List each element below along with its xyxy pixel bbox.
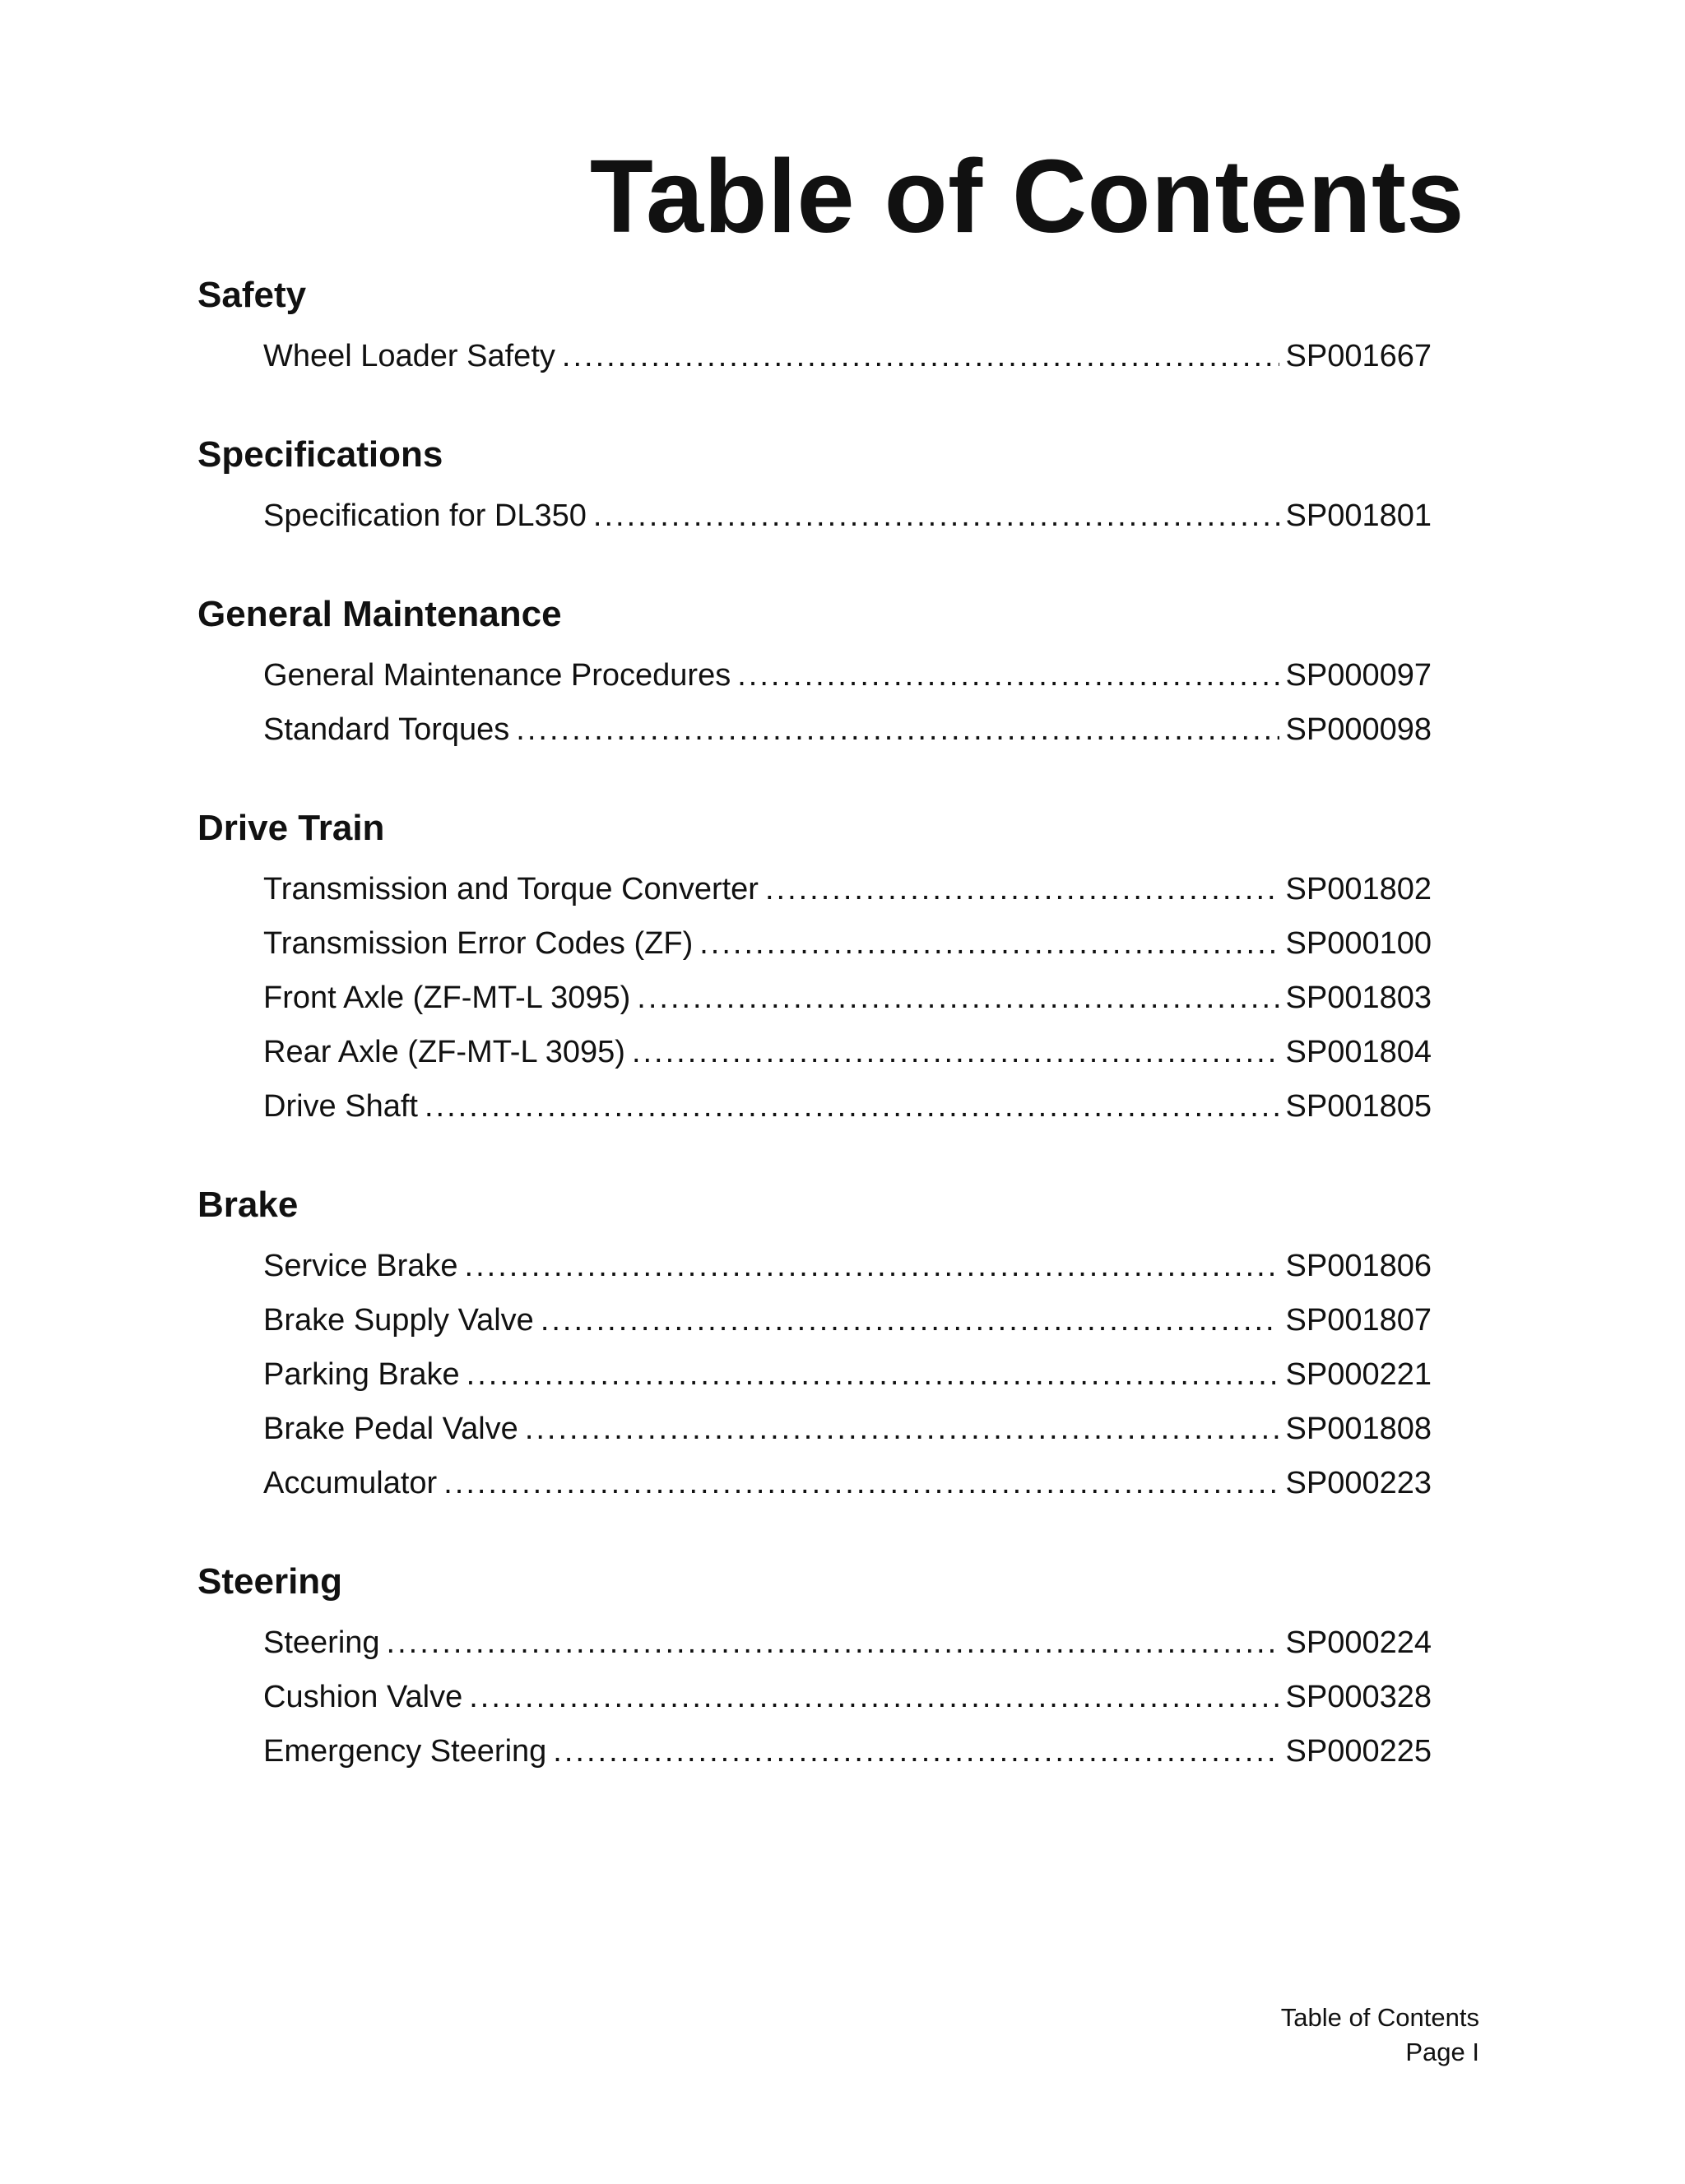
- section-title: Brake: [197, 1185, 299, 1225]
- section-title: Steering: [197, 1561, 343, 1602]
- dot-leader: [541, 1293, 1279, 1347]
- entry-code: SP001805: [1285, 1089, 1432, 1124]
- entry-title: Rear Axle (ZF-MT-L 3095): [263, 1035, 625, 1069]
- dot-leader: [387, 1616, 1279, 1670]
- entry-code: SP001802: [1285, 872, 1432, 907]
- entry-code: SP000221: [1285, 1357, 1432, 1392]
- entry-title: Drive Shaft: [263, 1089, 418, 1124]
- toc-entry[interactable]: [263, 648, 1432, 702]
- page-title: Table of Contents: [589, 138, 1465, 255]
- toc-entry[interactable]: [263, 702, 1432, 757]
- toc-entry[interactable]: [263, 1402, 1432, 1456]
- toc-section: [197, 431, 1432, 543]
- section-title: Drive Train: [197, 808, 385, 848]
- footer-page-number: Page I: [1405, 2038, 1479, 2066]
- page-footer: [1281, 2001, 1479, 2070]
- entry-title: Standard Torques: [263, 712, 510, 747]
- toc-entry[interactable]: [263, 1079, 1432, 1134]
- toc-entry[interactable]: [263, 916, 1432, 971]
- dot-leader: [467, 1347, 1279, 1402]
- toc-entry[interactable]: [263, 971, 1432, 1025]
- dot-leader: [516, 702, 1279, 757]
- dot-leader: [562, 329, 1279, 383]
- dot-leader: [765, 862, 1279, 916]
- dot-leader: [469, 1670, 1279, 1724]
- toc-entry[interactable]: [263, 329, 1432, 383]
- entry-code: SP000224: [1285, 1625, 1432, 1660]
- entry-title: Steering: [263, 1625, 380, 1660]
- toc-section: [197, 591, 1432, 757]
- dot-leader: [699, 916, 1279, 971]
- dot-leader: [637, 971, 1279, 1025]
- entry-code: SP000225: [1285, 1734, 1432, 1769]
- entry-title: General Maintenance Procedures: [263, 658, 731, 693]
- toc-section: [197, 1558, 1432, 1778]
- entry-code: SP000097: [1285, 658, 1432, 693]
- dot-leader: [632, 1025, 1279, 1079]
- toc-section: [197, 805, 1432, 1134]
- toc-entry[interactable]: [263, 1239, 1432, 1293]
- dot-leader: [737, 648, 1279, 702]
- entry-title: Emergency Steering: [263, 1734, 547, 1769]
- entry-title: Cushion Valve: [263, 1680, 463, 1714]
- toc-entry[interactable]: [263, 862, 1432, 916]
- toc-entry[interactable]: [263, 1025, 1432, 1079]
- footer-document-title: Table of Contents: [1280, 2003, 1479, 2032]
- dot-leader: [553, 1724, 1279, 1778]
- table-of-contents: [197, 271, 1432, 1826]
- dot-leader: [465, 1239, 1279, 1293]
- entry-code: SP000328: [1285, 1680, 1432, 1714]
- dot-leader: [525, 1402, 1279, 1456]
- toc-section: [197, 1181, 1432, 1510]
- dot-leader: [593, 489, 1279, 543]
- entry-title: Specification for DL350: [263, 498, 587, 533]
- dot-leader: [443, 1456, 1279, 1510]
- section-title: General Maintenance: [197, 594, 562, 634]
- entry-code: SP001801: [1285, 498, 1432, 533]
- toc-entry[interactable]: [263, 1456, 1432, 1510]
- toc-entry[interactable]: [263, 1293, 1432, 1347]
- entry-code: SP001667: [1285, 339, 1432, 373]
- entry-title: Wheel Loader Safety: [263, 339, 555, 373]
- toc-section: [197, 271, 1432, 383]
- entry-code: SP001803: [1285, 981, 1432, 1015]
- section-title: Specifications: [197, 434, 443, 475]
- entry-code: SP001804: [1285, 1035, 1432, 1069]
- dot-leader: [425, 1079, 1279, 1134]
- entry-code: SP000223: [1285, 1466, 1432, 1500]
- entry-code: SP001807: [1285, 1303, 1432, 1338]
- entry-title: Parking Brake: [263, 1357, 460, 1392]
- toc-entry[interactable]: [263, 1670, 1432, 1724]
- toc-entry[interactable]: [263, 1724, 1432, 1778]
- toc-entry[interactable]: [263, 1616, 1432, 1670]
- entry-code: SP001808: [1285, 1412, 1432, 1446]
- section-title: Safety: [197, 275, 307, 315]
- toc-entry[interactable]: [263, 489, 1432, 543]
- entry-code: SP000098: [1285, 712, 1432, 747]
- entry-title: Brake Supply Valve: [263, 1303, 534, 1338]
- entry-title: Front Axle (ZF-MT-L 3095): [263, 981, 631, 1015]
- entry-title: Service Brake: [263, 1249, 458, 1283]
- entry-title: Brake Pedal Valve: [263, 1412, 518, 1446]
- entry-title: Accumulator: [263, 1466, 438, 1500]
- entry-code: SP001806: [1285, 1249, 1432, 1283]
- entry-code: SP000100: [1285, 926, 1432, 961]
- entry-title: Transmission and Torque Converter: [263, 872, 759, 907]
- entry-title: Transmission Error Codes (ZF): [263, 926, 694, 961]
- toc-entry[interactable]: [263, 1347, 1432, 1402]
